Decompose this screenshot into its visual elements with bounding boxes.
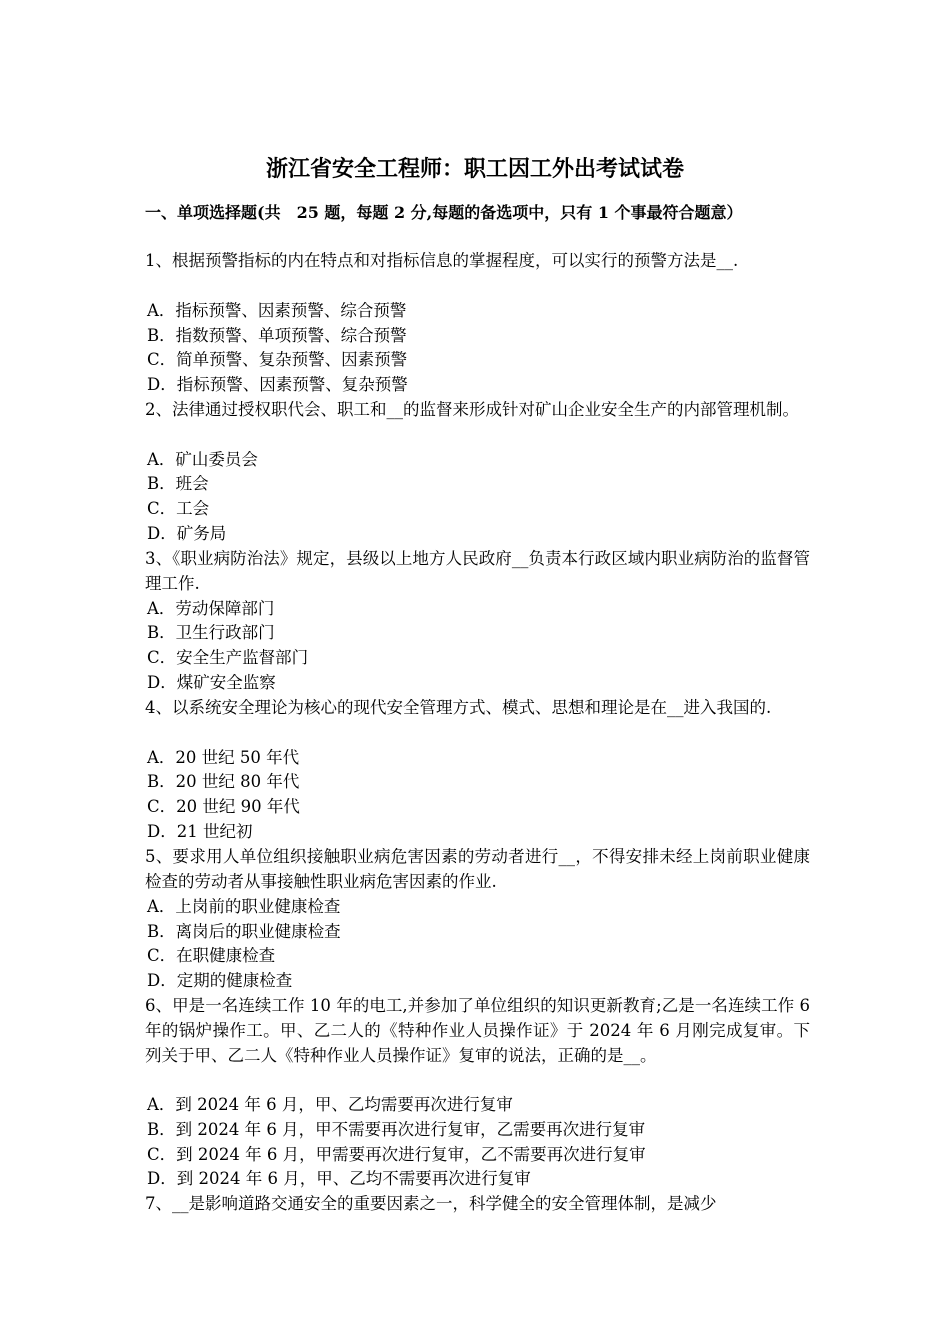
option-4-b: B．20 世纪 80 年代 xyxy=(147,772,300,791)
option-5-b: B．离岗后的职业健康检查 xyxy=(147,922,341,941)
option-5-c: C．在职健康检查 xyxy=(147,946,276,965)
option-6-b: B．到 2024 年 6 月，甲不需要再次进行复审，乙需要再次进行复审 xyxy=(147,1120,646,1139)
option-1-b: B．指数预警、单项预警、综合预警 xyxy=(147,326,407,345)
option-4-d: D．21 世纪初 xyxy=(147,822,253,841)
option-3-c: C．安全生产监督部门 xyxy=(147,648,309,667)
question-6: 6、甲是一名连续工作 10 年的电工,并参加了单位组织的知识更新教育;乙是一名连续工作 6 年的锅炉操作工。甲、乙二人的《特种作业人员操作证》于 2024 年 6 月刚完成复审。下列关于甲、乙二人《特种作业人员操作证》复审的说法，正确的是__。 xyxy=(145,996,810,1065)
option-1-c: C．简单预警、复杂预警、因素预警 xyxy=(147,350,408,369)
option-4-a: A．20 世纪 50 年代 xyxy=(147,748,300,767)
option-1-d: D．指标预警、因素预警、复杂预警 xyxy=(147,375,408,394)
option-3-a: A．劳动保障部门 xyxy=(147,599,275,618)
option-2-c: C．工会 xyxy=(147,499,210,518)
question-1: 1、根据预警指标的内在特点和对指标信息的掌握程度，可以实行的预警方法是__. xyxy=(145,251,739,270)
page-title: 浙江省安全工程师：职工因工外出考试试卷 xyxy=(265,156,684,182)
option-5-d: D．定期的健康检查 xyxy=(147,971,293,990)
option-2-a: A．矿山委员会 xyxy=(147,450,258,469)
question-4: 4、以系统安全理论为核心的现代安全管理方式、模式、思想和理论是在__进入我国的. xyxy=(145,698,772,717)
option-6-d: D．到 2024 年 6 月，甲、乙均不需要再次进行复审 xyxy=(147,1169,531,1188)
option-5-a: A．上岗前的职业健康检查 xyxy=(147,897,341,916)
question-3: 3、《职业病防治法》规定，县级以上地方人民政府__负责本行政区域内职业病防治的监督管理工作. xyxy=(145,549,810,593)
option-6-a: A．到 2024 年 6 月，甲、乙均需要再次进行复审 xyxy=(147,1095,513,1114)
question-7: 7、__是影响道路交通安全的重要因素之一，科学健全的安全管理体制，是减少 xyxy=(145,1194,717,1213)
option-2-b: B．班会 xyxy=(147,474,209,493)
option-6-c: C．到 2024 年 6 月，甲需要再次进行复审，乙不需要再次进行复审 xyxy=(147,1145,646,1164)
option-3-d: D．煤矿安全监察 xyxy=(147,673,276,692)
option-1-a: A．指标预警、因素预警、综合预警 xyxy=(147,301,407,320)
option-4-c: C．20 世纪 90 年代 xyxy=(147,797,300,816)
section-heading: 一、单项选择题(共 25 题，每题 2 分,每题的备选项中，只有 1 个事最符合题意） xyxy=(145,203,743,222)
option-2-d: D．矿务局 xyxy=(147,524,227,543)
option-3-b: B．卫生行政部门 xyxy=(147,623,275,642)
question-2: 2、法律通过授权职代会、职工和__的监督来形成针对矿山企业安全生产的内部管理机制。 xyxy=(145,400,799,419)
question-5: 5、要求用人单位组织接触职业病危害因素的劳动者进行__，不得安排未经上岗前职业健康检查的劳动者从事接触性职业病危害因素的作业. xyxy=(145,847,810,891)
